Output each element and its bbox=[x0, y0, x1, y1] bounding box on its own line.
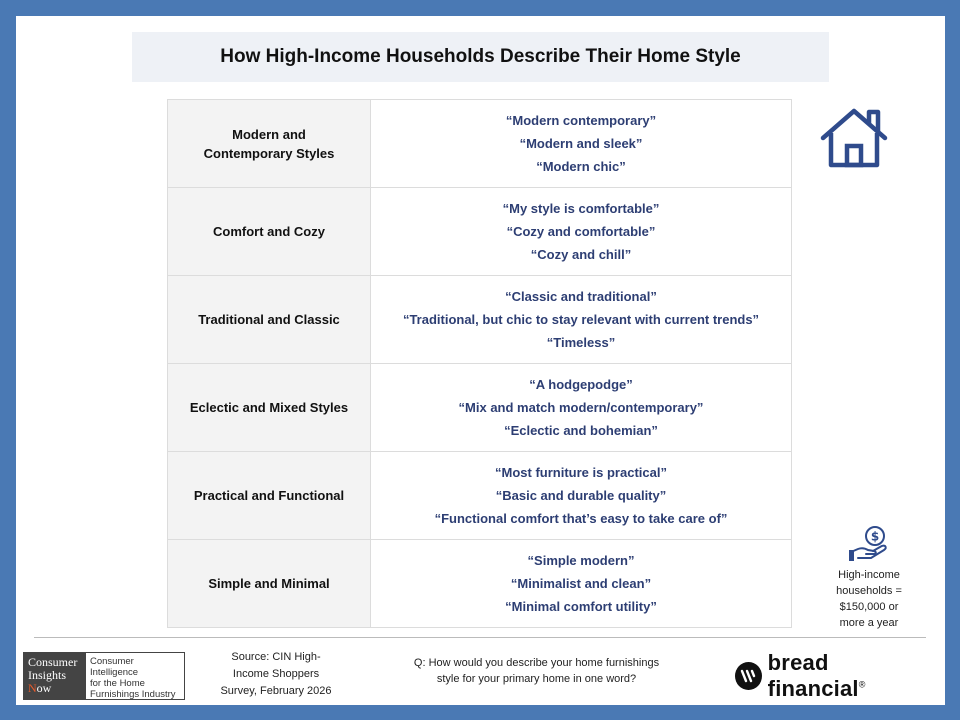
category-label: Contemporary Styles bbox=[203, 145, 335, 161]
title-bar bbox=[132, 32, 829, 82]
quotes-cell bbox=[371, 364, 792, 452]
cin-word: Consumer bbox=[28, 655, 78, 669]
category-cell bbox=[168, 100, 371, 188]
cin-word-rest: ow bbox=[36, 681, 52, 695]
income-definition-note bbox=[824, 567, 914, 631]
svg-text:$: $ bbox=[870, 529, 880, 544]
tagline-line: Consumer Intelligence bbox=[90, 656, 139, 678]
category-cell bbox=[168, 540, 371, 628]
quotes-cell bbox=[371, 100, 792, 188]
quotes-cell bbox=[371, 188, 792, 276]
quote: “Functional comfort that’s easy to take care of” bbox=[434, 511, 728, 526]
question-line: Q: How would you describe your home furnishings bbox=[413, 657, 660, 669]
table-row bbox=[168, 540, 792, 628]
quote: “Modern chic” bbox=[536, 159, 626, 174]
source-note bbox=[211, 649, 341, 700]
table-row bbox=[168, 188, 792, 276]
table-row bbox=[168, 364, 792, 452]
note-line: High-income bbox=[838, 569, 900, 581]
hand-holding-money-icon bbox=[849, 525, 889, 563]
cin-word: Insights bbox=[28, 668, 67, 682]
tagline-line: for the Home bbox=[90, 678, 145, 689]
table-row bbox=[168, 276, 792, 364]
quotes-cell bbox=[371, 276, 792, 364]
table-row bbox=[168, 452, 792, 540]
registered-mark: ® bbox=[858, 679, 866, 690]
bread-wordmark: bread financial bbox=[767, 650, 859, 701]
category-label: Practical and Functional bbox=[193, 488, 345, 503]
category-label: Modern and bbox=[232, 126, 306, 142]
footer-divider bbox=[34, 637, 926, 638]
quote: “Traditional, but chic to stay relevant with current trends” bbox=[402, 312, 760, 327]
quote: “Minimal comfort utility” bbox=[505, 599, 657, 614]
note-line: $150,000 or bbox=[839, 601, 899, 613]
quote: “Modern and sleek” bbox=[519, 136, 643, 151]
quote: “Most furniture is practical” bbox=[495, 465, 667, 480]
category-cell bbox=[168, 188, 371, 276]
note-line: more a year bbox=[839, 617, 899, 629]
quote: “Eclectic and bohemian” bbox=[504, 423, 658, 438]
quote: “Classic and traditional” bbox=[505, 289, 657, 304]
category-label: Simple and Minimal bbox=[208, 576, 330, 591]
question-line: style for your primary home in one word? bbox=[436, 673, 637, 685]
category-cell bbox=[168, 364, 371, 452]
cin-logo-tagline bbox=[86, 653, 184, 699]
page-title: How High-Income Households Describe Their Home Style bbox=[220, 46, 741, 67]
source-line: Income Shoppers bbox=[232, 668, 320, 680]
quote: “My style is comfortable” bbox=[502, 201, 660, 216]
source-line: Survey, February 2026 bbox=[220, 685, 332, 697]
quote: “Simple modern” bbox=[527, 553, 635, 568]
category-label: Comfort and Cozy bbox=[213, 224, 325, 239]
quotes-cell bbox=[371, 452, 792, 540]
survey-question bbox=[394, 655, 679, 687]
consumer-insights-now-logo bbox=[23, 652, 185, 700]
house-icon bbox=[819, 105, 889, 171]
note-line: households = bbox=[836, 585, 902, 597]
quote: “Minimalist and clean” bbox=[510, 576, 652, 591]
table-row bbox=[168, 100, 792, 188]
bread-logo-mark-icon bbox=[735, 662, 762, 690]
cin-logo-wordmark bbox=[24, 653, 86, 699]
quote: “Cozy and comfortable” bbox=[506, 224, 656, 239]
category-label: Traditional and Classic bbox=[198, 312, 340, 327]
quote: “Cozy and chill” bbox=[530, 247, 632, 262]
quotes-cell bbox=[371, 540, 792, 628]
category-cell bbox=[168, 276, 371, 364]
category-cell bbox=[168, 452, 371, 540]
quote: “Basic and durable quality” bbox=[495, 488, 667, 503]
bread-financial-logo bbox=[735, 650, 925, 701]
bread-logo-text bbox=[768, 650, 925, 702]
tagline-line: Furnishings Industry bbox=[90, 689, 176, 700]
quote: “Mix and match modern/contemporary” bbox=[458, 400, 704, 415]
quote: “A hodgepodge” bbox=[529, 377, 633, 392]
category-label: Eclectic and Mixed Styles bbox=[189, 400, 349, 415]
home-style-table bbox=[167, 99, 792, 628]
source-line: Source: CIN High- bbox=[231, 651, 321, 663]
quote: “Timeless” bbox=[546, 335, 616, 350]
cin-word bbox=[28, 682, 86, 695]
quote: “Modern contemporary” bbox=[505, 113, 657, 128]
slide bbox=[16, 16, 945, 705]
cin-n-letter: N bbox=[28, 681, 37, 695]
